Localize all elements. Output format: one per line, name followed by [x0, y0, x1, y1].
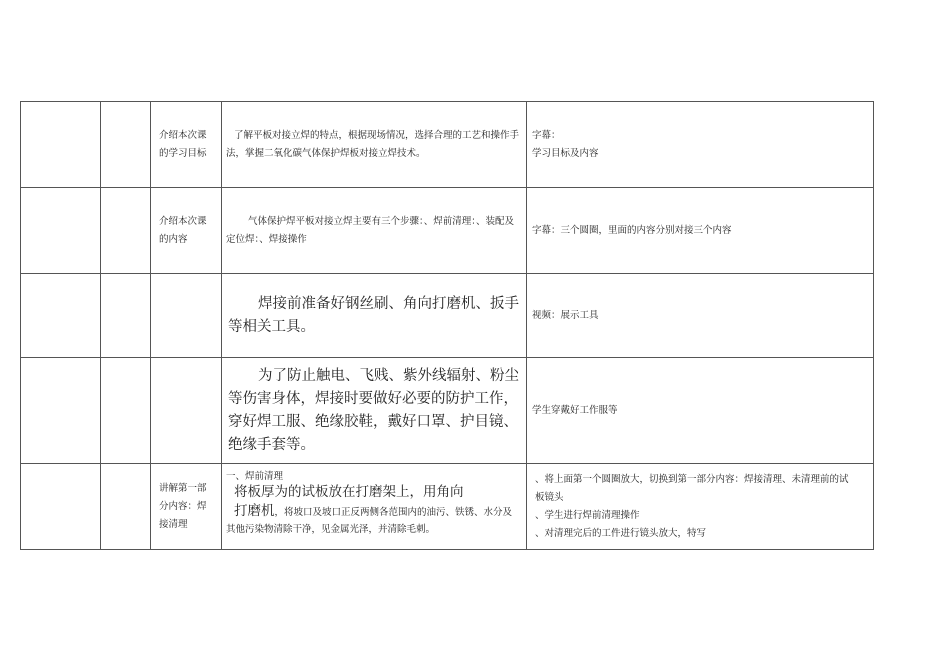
empty-cell	[101, 274, 151, 358]
row-note: 学生穿戴好工作服等	[527, 358, 874, 464]
row-content-text: 了解平板对接立焊的特点，根据现场情况，选择合理的工艺和操作手法，掌握二氧化碳气体保护焊板对接立焊技术。	[226, 129, 520, 159]
row-label: 介绍本次课的内容	[151, 188, 222, 274]
row-content-text: 焊接前准备好钢丝刷、角向打磨机、扳手等相关工具。	[228, 295, 519, 335]
row-note	[527, 464, 874, 550]
row-content-text: 其他污染物清除干净，见金属光泽，并清除毛刺。	[226, 524, 436, 535]
row-content-text: 为了防止触电、飞贱、紫外线辐射、粉尘等伤害身体，焊接时要做好必要的防护工作，穿好焊工服、绝缘胶鞋，戴好口罩、护目镜、绝缘手套等。	[228, 367, 519, 453]
empty-cell	[21, 274, 101, 358]
row-note-line: 、学生进行焊前清理操作	[535, 509, 640, 521]
row-note: 字幕：三个圆圈，里面的内容分别对接三个内容	[527, 188, 874, 274]
row-content	[222, 274, 527, 358]
row-note-line: 、对清理完后的工件进行镜头放大，特写	[535, 527, 707, 539]
row-label: 介绍本次课的学习目标	[151, 102, 222, 188]
row-note-line: 板镜头	[535, 491, 564, 503]
row-note	[527, 102, 874, 188]
section-heading: 一、焊前清理	[226, 471, 284, 482]
empty-cell	[101, 102, 151, 188]
table-row	[21, 274, 874, 358]
table-row	[21, 188, 874, 274]
empty-cell	[21, 464, 101, 550]
row-content	[222, 188, 527, 274]
row-content-text: ，将坡口及坡口正反两侧各范围内的油污、铁锈、水分及	[274, 507, 513, 518]
row-content	[222, 358, 527, 464]
table-row	[21, 358, 874, 464]
table-row	[21, 102, 874, 188]
row-label	[151, 274, 222, 358]
row-note-line: 学习目标及内容	[532, 147, 599, 159]
lesson-plan-table	[20, 101, 874, 550]
table-row	[21, 464, 874, 550]
row-note-line: 、将上面第一个圆圈放大，切换到第一部分内容：焊接清理、未清理前的试	[535, 473, 849, 485]
empty-cell	[101, 188, 151, 274]
row-label	[151, 358, 222, 464]
row-note: 视频：展示工具	[527, 274, 874, 358]
empty-cell	[21, 358, 101, 464]
empty-cell	[21, 102, 101, 188]
empty-cell	[21, 188, 101, 274]
row-label: 讲解第一部分内容：焊接清理	[151, 464, 222, 550]
empty-cell	[101, 358, 151, 464]
row-content-text: 将板厚为的试板放在打磨架上，用角向	[234, 484, 464, 500]
row-content-text: 打磨机	[234, 503, 275, 519]
empty-cell	[101, 464, 151, 550]
row-note-line: 字幕：	[532, 129, 561, 141]
row-content-text: 气体保护焊平板对接立焊主要有三个步骤：、焊前清理：、装配及定位焊：、焊接操作	[226, 215, 515, 245]
row-content	[222, 102, 527, 188]
row-content	[222, 464, 527, 550]
